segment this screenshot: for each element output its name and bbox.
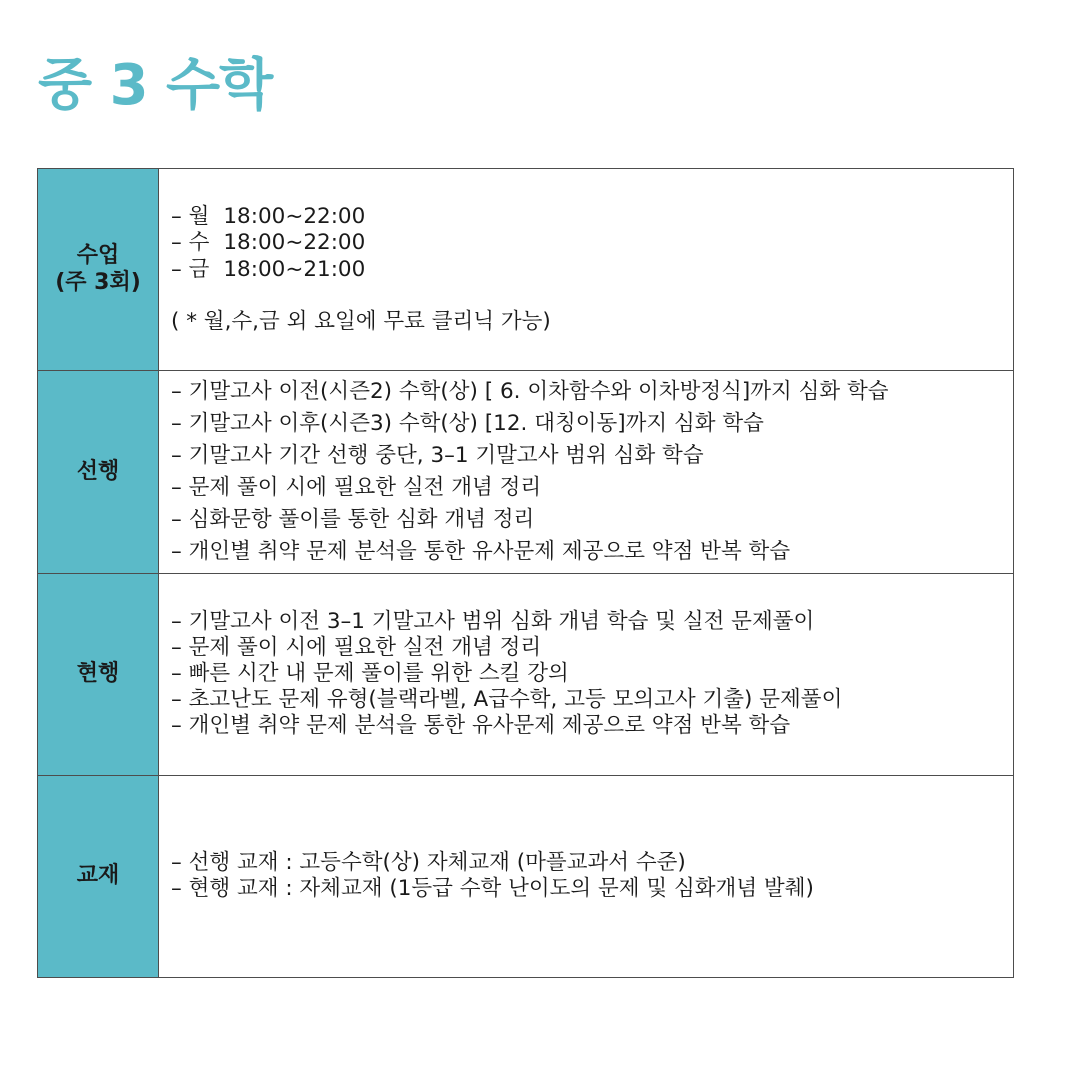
row-header-advanced bbox=[38, 371, 159, 572]
list-item: – 초고난도 문제 유형(블랙라벨, A급수학, 고등 모의고사 기출) 문제풀이 bbox=[171, 687, 843, 713]
row-header-label: 선행 bbox=[76, 458, 120, 484]
list-item: – 기말고사 이전(시즌2) 수학(상) [ 6. 이차함수와 이차방정식]까지 심화 학습 bbox=[171, 379, 889, 405]
table-row-current-course bbox=[38, 574, 1013, 776]
list-item: – 기말고사 기간 선행 중단, 3–1 기말고사 범위 심화 학습 bbox=[171, 443, 704, 469]
list-item: – 기말고사 이전 3–1 기말고사 범위 심화 개념 학습 및 실전 문제풀이 bbox=[171, 608, 815, 634]
list-item: – 현행 교재 : 자체교재 (1등급 수학 난이도의 문제 및 심화개념 발췌) bbox=[171, 876, 814, 902]
row-header-sublabel: (주 3회) bbox=[55, 269, 141, 295]
row-header-class bbox=[38, 169, 159, 370]
curriculum-table bbox=[37, 168, 1014, 978]
schedule-item-wednesday bbox=[171, 230, 1013, 256]
schedule-day: – 금 bbox=[171, 256, 210, 282]
schedule-item-friday bbox=[171, 257, 1013, 283]
schedule-time: 18:00~22:00 bbox=[223, 204, 366, 230]
list-item: – 빠른 시간 내 문제 풀이를 위한 스킬 강의 bbox=[171, 661, 569, 687]
list-item: – 개인별 취약 문제 분석을 통한 유사문제 제공으로 약점 반복 학습 bbox=[171, 713, 791, 739]
row-content-textbook bbox=[159, 776, 1013, 977]
list-item: – 문제 풀이 시에 필요한 실전 개념 정리 bbox=[171, 634, 542, 660]
clinic-note: ( * 월,수,금 외 요일에 무료 클리닉 가능) bbox=[171, 308, 551, 334]
table-row-advanced-course bbox=[38, 371, 1013, 573]
page-title: 중 3 수학 bbox=[38, 53, 273, 118]
schedule-day: – 수 bbox=[171, 230, 210, 256]
table-row-textbooks bbox=[38, 776, 1013, 977]
row-header-label: 교재 bbox=[76, 863, 120, 889]
row-header-label: 현행 bbox=[76, 660, 120, 686]
table-row-class-schedule bbox=[38, 169, 1013, 371]
list-item: – 기말고사 이후(시즌3) 수학(상) [12. 대칭이동]까지 심화 학습 bbox=[171, 411, 764, 437]
list-item: – 선행 교재 : 고등수학(상) 자체교재 (마플교과서 수준) bbox=[171, 850, 686, 876]
schedule-day: – 월 bbox=[171, 204, 210, 230]
list-item: – 개인별 취약 문제 분석을 통한 유사문제 제공으로 약점 반복 학습 bbox=[171, 538, 791, 564]
row-header-label: 수업 bbox=[76, 243, 120, 269]
list-item: – 심화문항 풀이를 통한 심화 개념 정리 bbox=[171, 506, 535, 532]
row-header-current bbox=[38, 574, 159, 775]
schedule-item-monday bbox=[171, 204, 1013, 230]
list-item: – 문제 풀이 시에 필요한 실전 개념 정리 bbox=[171, 474, 542, 500]
row-content-current bbox=[159, 574, 1013, 775]
schedule-time: 18:00~22:00 bbox=[223, 230, 366, 256]
row-header-textbook bbox=[38, 776, 159, 977]
row-content-advanced bbox=[159, 371, 1013, 572]
schedule-time: 18:00~21:00 bbox=[223, 256, 366, 282]
row-content-class bbox=[159, 169, 1013, 370]
